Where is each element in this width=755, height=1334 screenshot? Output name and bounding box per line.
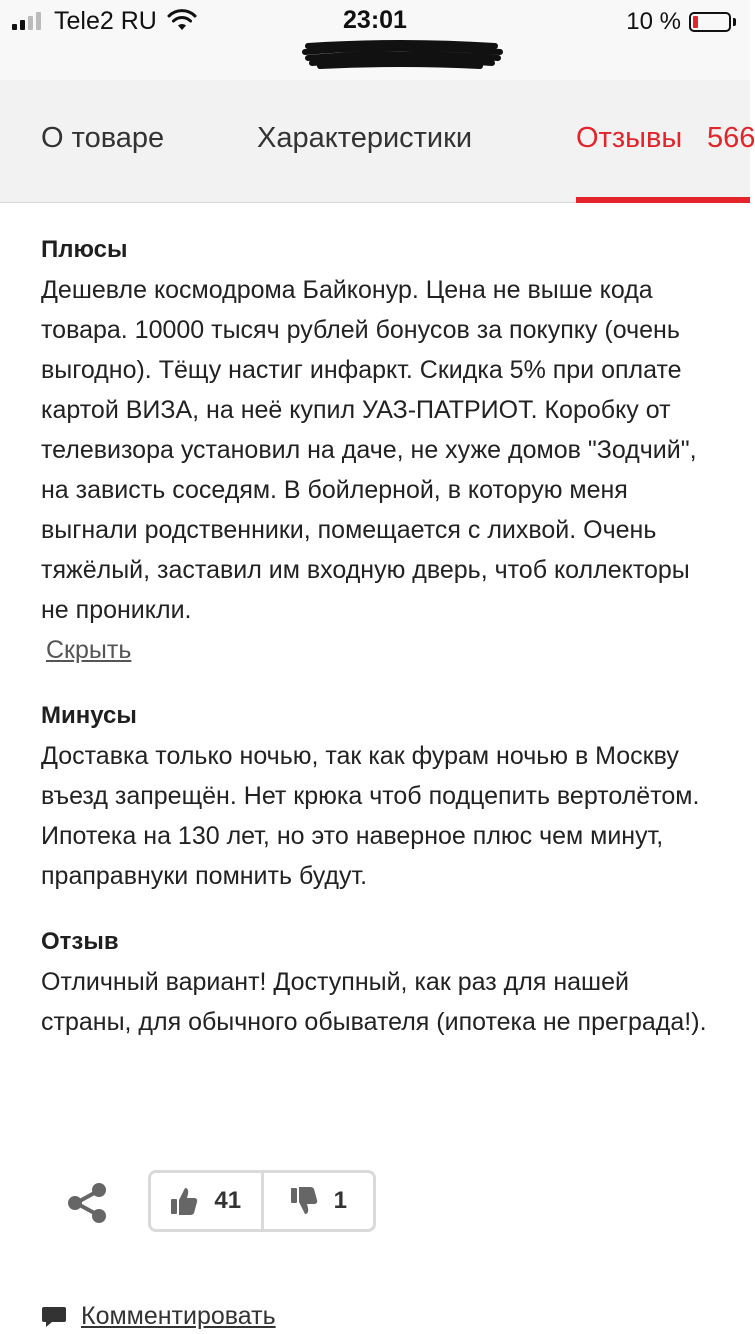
speech-bubble-icon [41, 1305, 67, 1329]
product-tabs [0, 80, 755, 203]
battery-indicator [626, 8, 736, 36]
tab-about-product[interactable]: О товаре [41, 122, 165, 154]
dislike-button[interactable] [261, 1173, 374, 1229]
hide-link[interactable]: Скрыть [46, 636, 132, 664]
vote-buttons [148, 1170, 376, 1232]
likes-count: 41 [214, 1187, 242, 1214]
active-tab-underline [576, 197, 750, 203]
review-actions [0, 1170, 750, 1234]
tab-reviews[interactable]: Отзывы [576, 122, 683, 154]
pros-section [41, 230, 721, 670]
redacted-url-scribble [300, 38, 505, 68]
pros-title: Плюсы [41, 236, 128, 263]
thumbs-down-icon [290, 1186, 318, 1216]
like-button[interactable] [151, 1173, 261, 1229]
pros-text: Дешевле космодрома Байконур. Цена не выше кода товара. 10000 тысяч рублей бонусов за покупку (очень выгодно). Тёщу настиг инфаркт. Скидка 5% при оплате картой ВИЗА, на неё купил УАЗ-ПАТРИОТ. Коробку от телевизора установил на даче, не хуже домов "Зодчий", на зависть соседям. В бойлерной, в которую меня выгнали родственники, помещается с лихвой. Очень тяжёлый, заставил им входную дверь, чтоб коллекторы не проникли. [41, 276, 697, 624]
comment-link[interactable]: Комментировать [81, 1302, 276, 1330]
share-icon[interactable] [66, 1182, 108, 1224]
battery-percent: 10 % [626, 8, 681, 35]
comment-action[interactable] [41, 1302, 276, 1331]
review-body [41, 230, 721, 1068]
comment-section [41, 922, 721, 1042]
cons-section [41, 696, 721, 896]
reviews-count[interactable]: 566 [707, 122, 755, 154]
comment-text: Отличный вариант! Доступный, как раз для нашей страны, для обычного обывателя (ипотека не преграда!). [41, 968, 707, 1036]
status-bar [0, 0, 750, 80]
dislikes-count: 1 [333, 1187, 347, 1214]
tab-specifications[interactable]: Характеристики [257, 122, 473, 154]
comment-title: Отзыв [41, 928, 119, 955]
cons-title: Минусы [41, 702, 137, 729]
battery-icon [689, 12, 731, 32]
thumbs-up-icon [170, 1186, 198, 1216]
carrier-name: Tele2 RU [54, 6, 157, 35]
clock: 23:01 [343, 6, 407, 34]
cons-text: Доставка только ночью, так как фурам ночью в Москву въезд запрещён. Нет крюка чтоб подцепить вертолётом. Ипотека на 130 лет, но это наверное плюс чем минут, праправнуки помнить будут. [41, 742, 700, 890]
